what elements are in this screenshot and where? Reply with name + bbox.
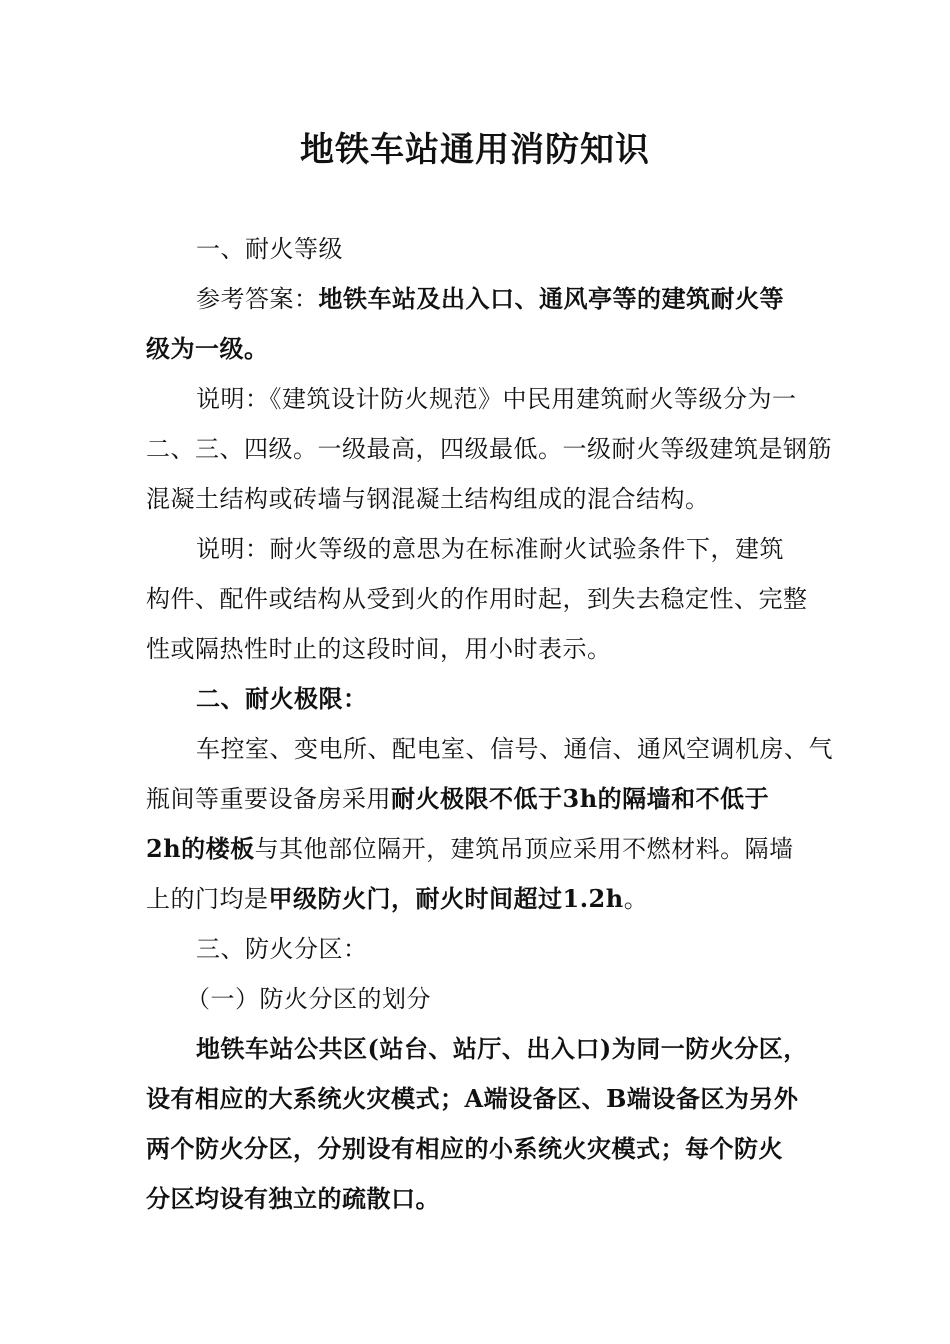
explanation-2-line-3: 性或隔热性时止的这段时间，用小时表示。 (146, 635, 612, 663)
limit-para-line-4 (146, 882, 648, 916)
limit-para-text: 与其他部位隔开，建筑吊顶应采用不燃材料。隔墙 (254, 835, 794, 863)
compartment-para-line-3: 两个防火分区，分别设有相应的小系统火灾模式；每个防火 (146, 1134, 783, 1163)
explanation-1-line-3: 混凝土结构或砖墙与钢混凝土结构组成的混合结构。 (146, 485, 710, 513)
limit-para-line-1: 车控室、变电所、配电室、信号、通信、通风空调机房、气 (196, 735, 833, 763)
limit-para-line-2 (146, 782, 769, 816)
reference-answer-line (196, 282, 784, 316)
reference-answer-text: 地铁车站及出入口、通风亭等的建筑耐火等 (318, 284, 784, 313)
limit-para-line-3 (146, 832, 794, 866)
reference-answer-text-cont: 级为一级。 (146, 334, 269, 363)
limit-para-bold: 2h的楼板 (146, 834, 255, 863)
explanation-2-line-2: 构件、配件或结构从受到火的作用时起，到失去稳定性、完整 (146, 585, 808, 613)
explanation-2-line-1: 说明：耐火等级的意思为在标准耐火试验条件下，建筑 (196, 535, 784, 563)
limit-para-bold: 甲级防火门，耐火时间超过1.2h (268, 884, 624, 913)
heading-fire-resistance-rating: 一、耐火等级 (196, 235, 343, 263)
limit-para-bold: 耐火极限不低于3h的隔墙和不低于 (391, 784, 770, 813)
limit-para-text: 。 (623, 885, 649, 913)
explanation-1-line-1: 说明：《建筑设计防火规范》中民用建筑耐火等级分为一 (196, 385, 797, 413)
compartment-para-line-4: 分区均设有独立的疏散口。 (146, 1184, 440, 1213)
compartment-para-line-2: 设有相应的大系统火灾模式；A端设备区、B端设备区为另外 (146, 1084, 799, 1113)
subheading-compartment-division: （一）防火分区的划分 (186, 985, 431, 1013)
compartment-para-line-1: 地铁车站公共区(站台、站厅、出入口)为同一防火分区， (196, 1034, 808, 1063)
reference-answer-label: 参考答案： (196, 285, 319, 313)
limit-para-text: 瓶间等重要设备房采用 (146, 785, 391, 813)
document-title: 地铁车站通用消防知识 (300, 130, 650, 170)
limit-para-text: 上的门均是 (146, 885, 269, 913)
heading-fire-resistance-limit: 二、耐火极限： (196, 684, 368, 713)
heading-fire-compartment: 三、防火分区： (196, 935, 368, 963)
explanation-1-line-2: 二、三、四级。一级最高，四级最低。一级耐火等级建筑是钢筋 (146, 435, 832, 463)
